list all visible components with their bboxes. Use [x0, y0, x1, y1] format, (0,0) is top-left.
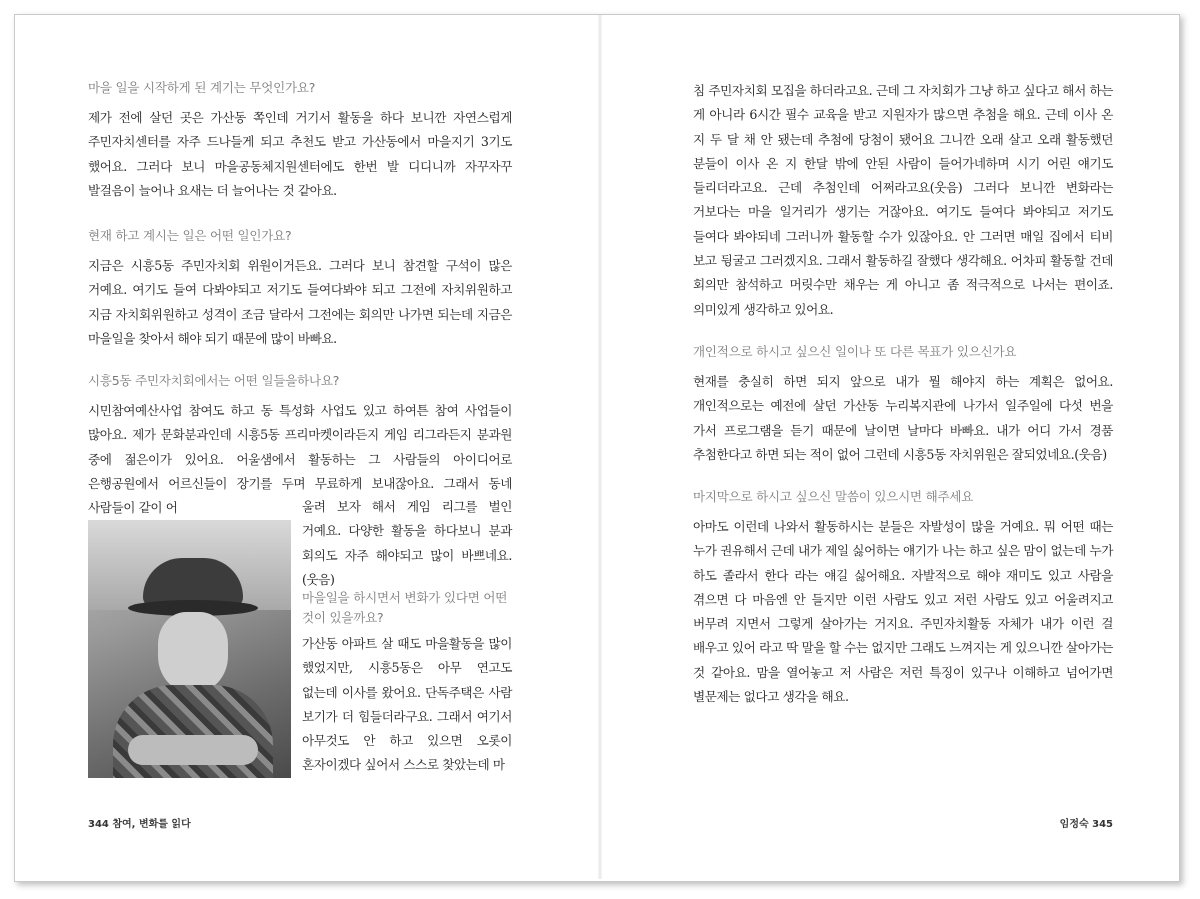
book-gutter	[598, 15, 602, 879]
question-heading: 현재 하고 계시는 일은 어떤 일인가요?	[88, 228, 292, 243]
question-heading: 마지막으로 하시고 싶으신 말씀이 있으시면 해주세요	[693, 489, 974, 504]
section-4	[302, 588, 512, 778]
interviewee-photo	[88, 520, 291, 778]
answer-paragraph: 울려 보자 해서 게임 리그를 벌인 거예요. 다양한 활동을 하다보니 분과 회의도 자주 해야되고 많이 바쁘네요.(웃음)	[302, 499, 512, 587]
section-5	[693, 342, 1113, 467]
answer-paragraph: 가산동 아파트 살 때도 마을활동을 많이 했었지만, 시흥5동은 아무 연고도 없는데 이사를 왔어요. 단독주택은 사람 보기가 더 힘들더라구요. 그래서 여기서 아무것도 안 하고 있으면 오롯이 혼자이겠다 싶어서 스스로 찾았는데 마	[302, 636, 512, 773]
answer-paragraph: 아마도 이런데 나와서 활동하시는 분들은 자발성이 많을 거예요. 뭐 어떤 때는 누가 권유해서 근데 내가 제일 싫어하는 얘기가 나는 하고 싶은 맘이 없는데 누가 하도 졸라서 한다 라는 얘길 싫어해요. 자발적으로 해야 재미도 있고 사람을 겪으면 다 마음엔 안 들지만 이런 사람도 있고 저런 사람도 있고 어울려지고 버무려 지면서 그렇게 살아가는 거지요. 주민자치활동 자체가 내가 이런 걸 배우고 있어 라고 딱 말을 할 수는 없지만 그래도 느껴지는 게 있으니깐 살아가는 것 같아요. 맘을 열어놓고 저 사람은 저런 특징이 있구나 이해하고 넘어가면 별문제는 없다고 생각을 해요.	[693, 519, 1113, 705]
answer-paragraph: 현재를 충실히 하면 되지 앞으로 내가 뭘 해야지 하는 계획은 없어요. 개인적으로는 예전에 살던 가산동 누리복지관에 나가서 일주일에 다섯 번을 가서 프로그램을 듣기 때문에 날이면 날마다 바빠요. 내가 어디 가서 경품 추첨한다고 하면 되는 적이 없어 그런데 시흥5동 자치위원은 잘되었네요.(웃음)	[693, 374, 1113, 462]
question-heading: 마을 일을 시작하게 된 계기는 무엇인가요?	[88, 80, 316, 95]
section-1	[88, 78, 512, 203]
section-4-continued	[693, 79, 1113, 322]
question-heading: 시흥5동 주민자치회에서는 어떤 일들을하나요?	[88, 373, 340, 388]
answer-paragraph: 시민참여예산사업 참여도 하고 동 특성화 사업도 있고 하여튼 참여 사업들이 많아요. 제가 문화분과인데 시흥5동 프리마켓이라든지 게임 리그라든지 분과원 중에 젊은이가 있어요. 어울샘에서 활동하는 그 사람들의 아이디어로 은행공원에서 어르신들이 장기를 두며 무료하게 보내잖아요. 그래서 동네 사람들이 같이 어	[88, 403, 512, 516]
answer-paragraph: 지금은 시흥5동 주민자치회 위원이거든요. 그러다 보니 참견할 구석이 많은 거예요. 여기도 들여 다봐야되고 저기도 들여다봐야 되고 그전에 자치위원하고 지금 자치회위원하고 성격이 조금 달라서 그전에는 회의만 나가면 되는데 지금은 마을일을 찾아서 해야 되기 때문에 많이 바빠요.	[88, 258, 512, 346]
answer-paragraph: 침 주민자치회 모집을 하더라고요. 근데 그 자치회가 그냥 하고 싶다고 해서 하는 게 아니라 6시간 필수 교육을 받고 지원자가 많으면 추첨을 해요. 근데 이사 온 지 두 달 채 안 됐는데 추첨에 당첨이 됐어요 그니깐 오래 살고 오래 활동했던 분들이 이사 온 지 한달 밖에 안된 사람이 들어가네하며 시기 어린 얘기도 들리더라고요. 근데 추첨인데 어쩌라고요(웃음) 그러다 보니깐 변화라는 거보다는 마을 일거리가 생기는 거잖아요. 여기도 들여다 봐야되고 저기도 들여다 봐야되네 그러니까 활동할 수가 있잖아요. 안 그러면 매일 집에서 티비 보고 뒹굴고 그러겠지요. 그래서 활동하길 잘했다 생각해요. 어차피 활동할 건데 회의만 참석하고 머릿수만 채우는 게 아니고 좀 적극적으로 나서는 편이죠. 의미있게 생각하고 있어요.	[693, 83, 1113, 317]
question-heading: 개인적으로 하시고 싶으신 일이나 또 다른 목표가 있으신가요	[693, 344, 1017, 359]
answer-paragraph: 제가 전에 살던 곳은 가산동 쪽인데 거기서 활동을 하다 보니깐 자연스럽게 주민자치센터를 자주 드나들게 되고 추천도 받고 가산동에서 마을지기 3기도 했어요. 그러다 보니 마을공동체지원센터에도 한번 발 디디니까 자꾸자꾸 발걸음이 늘어나 요새는 더 늘어나는 것 같아요.	[88, 110, 512, 198]
section-6	[693, 487, 1113, 709]
section-3-continued	[302, 495, 512, 592]
page-number-footer: 임정숙 345	[1059, 819, 1113, 830]
page-number-footer: 344 참여, 변화를 읽다	[88, 819, 191, 830]
section-2	[88, 226, 512, 351]
question-heading: 마을일을 하시면서 변화가 있다면 어떤 것이 있을까요?	[302, 590, 508, 625]
